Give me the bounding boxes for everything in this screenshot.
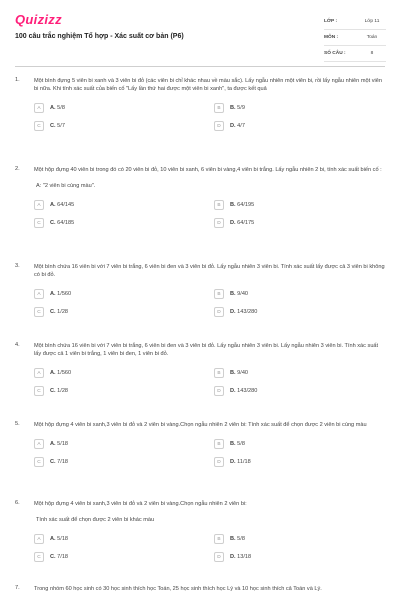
- question-number: 7.: [15, 585, 20, 591]
- meta-value: Lớp 11: [364, 19, 380, 24]
- option-value: 5/8: [237, 536, 245, 542]
- question-number: 1.: [15, 77, 20, 83]
- worksheet-meta: [324, 14, 386, 62]
- answer-options: [34, 288, 385, 318]
- question-item: [15, 585, 385, 593]
- option-letter-box[interactable]: B: [214, 534, 224, 544]
- question-text: Một hộp đựng 4 viên bi xanh,3 viên bi đỏ và 2 viên bi vàng.Chọn ngẫu nhiên 2 viên bi: Tính xác suất để chọn được 2 viên bi cùng màu: [34, 422, 367, 428]
- option-label: A.: [50, 441, 56, 447]
- option-value: 5/9: [237, 105, 245, 111]
- option-label: B.: [230, 370, 236, 376]
- option-label: B.: [230, 291, 236, 297]
- answer-option-b[interactable]: [214, 288, 394, 300]
- option-text: [230, 123, 245, 129]
- option-label: A.: [50, 536, 56, 542]
- option-text: [50, 536, 68, 542]
- option-value: 9/40: [237, 370, 249, 376]
- answer-option-a[interactable]: [34, 199, 214, 211]
- option-label: A.: [50, 202, 56, 208]
- answer-option-a[interactable]: [34, 288, 214, 300]
- option-text: [50, 220, 74, 226]
- answer-option-d[interactable]: [214, 306, 394, 318]
- option-letter-box[interactable]: A: [34, 439, 44, 449]
- question-subtext: Tính xác suất để chọn được 2 viên bi khác màu: [36, 517, 155, 523]
- option-letter-box[interactable]: D: [214, 307, 224, 317]
- option-label: D.: [230, 388, 236, 394]
- option-text: [230, 459, 251, 465]
- option-label: A.: [50, 370, 56, 376]
- option-value: 7/18: [57, 459, 69, 465]
- option-letter-box[interactable]: B: [214, 200, 224, 210]
- meta-label: SỐ CÂU :: [324, 51, 346, 56]
- option-letter-box[interactable]: D: [214, 121, 224, 131]
- option-letter-box[interactable]: A: [34, 103, 44, 113]
- option-label: A.: [50, 291, 56, 297]
- option-letter-box[interactable]: B: [214, 368, 224, 378]
- meta-value: Toán: [366, 35, 378, 40]
- answer-option-a[interactable]: [34, 102, 214, 114]
- option-label: D.: [230, 220, 236, 226]
- answer-option-d[interactable]: [214, 217, 394, 229]
- option-label: D.: [230, 123, 236, 129]
- option-text: [50, 309, 68, 315]
- option-label: B.: [230, 441, 236, 447]
- answer-option-c[interactable]: [34, 306, 214, 318]
- question-item: [15, 263, 385, 318]
- option-value: 5/7: [57, 123, 65, 129]
- option-text: [230, 202, 254, 208]
- option-text: [50, 202, 74, 208]
- option-letter-box[interactable]: D: [214, 218, 224, 228]
- option-value: 64/175: [237, 220, 255, 226]
- answer-options: [34, 102, 385, 132]
- option-letter-box[interactable]: A: [34, 289, 44, 299]
- option-text: [230, 536, 245, 542]
- option-value: 13/18: [237, 554, 252, 560]
- option-letter-box[interactable]: C: [34, 386, 44, 396]
- option-value: 143/280: [237, 309, 258, 315]
- option-value: 143/280: [237, 388, 258, 394]
- meta-row-subject: [324, 30, 386, 46]
- answer-option-b[interactable]: [214, 102, 394, 114]
- option-text: [50, 388, 68, 394]
- option-letter-box[interactable]: A: [34, 200, 44, 210]
- option-letter-box[interactable]: C: [34, 457, 44, 467]
- option-text: [230, 441, 245, 447]
- option-letter-box[interactable]: B: [214, 289, 224, 299]
- option-letter-box[interactable]: D: [214, 386, 224, 396]
- option-label: C.: [50, 309, 56, 315]
- option-text: [230, 388, 257, 394]
- option-value: 1/560: [57, 291, 72, 297]
- option-letter-box[interactable]: C: [34, 218, 44, 228]
- answer-option-c[interactable]: [34, 551, 214, 563]
- answer-option-d[interactable]: [214, 120, 394, 132]
- option-text: [50, 291, 71, 297]
- question-number: 4.: [15, 342, 20, 348]
- option-value: 5/18: [57, 441, 69, 447]
- meta-label: MÔN :: [324, 35, 339, 40]
- option-value: 7/18: [57, 554, 69, 560]
- option-label: C.: [50, 220, 56, 226]
- option-value: 11/18: [237, 459, 251, 465]
- question-number: 5.: [15, 421, 20, 427]
- option-label: D.: [230, 554, 236, 560]
- option-label: D.: [230, 459, 236, 465]
- question-text: Một bình chứa 16 viên bi với 7 viên bi trắng, 6 viên bi đen và 3 viên bi đỏ. Lấy ngẫu nhiên 3 viên bi. Lấy ngẫu nhiên 3 viên bi. Tính xác suất lấy được cả 1 viên bi trắng, 1 viên bi đen, 1 viên bi đỏ.: [34, 343, 379, 357]
- option-text: [50, 441, 68, 447]
- answer-option-d[interactable]: [214, 551, 394, 563]
- answer-option-d[interactable]: [214, 385, 394, 397]
- option-text: [230, 291, 248, 297]
- option-text: [230, 309, 257, 315]
- option-label: C.: [50, 388, 56, 394]
- header-divider: [15, 66, 385, 67]
- answer-option-c[interactable]: [34, 385, 214, 397]
- question-text: Một hộp đựng 40 viên bi trong đó có 20 viên bi đỏ, 10 viên bi xanh, 6 viên bi vàng,4 viên bi trắng. Lấy ngẫu nhiên 2 bi, tính xác suất biến cố :: [34, 167, 382, 173]
- question-text: Một bình đựng 5 viên bi xanh và 3 viên bi đỏ (các viên bi chỉ khác nhau về màu sắc). Lấy ngẫu nhiên một viên bi, rồi lấy ngẫu nhiên một viên bi nữa. Khi tính xác suất của biến cố "Lấy lần thứ hai được một viên bi xanh", ta được kết quả: [34, 78, 382, 92]
- option-label: C.: [50, 554, 56, 560]
- worksheet-title: 100 câu trắc nghiệm Tổ hợp - Xác suất cơ bản (P6): [15, 33, 184, 40]
- answer-option-d[interactable]: [214, 456, 394, 468]
- answer-option-b[interactable]: [214, 533, 394, 545]
- question-subtext: A: "2 viên bi cùng màu".: [36, 183, 96, 189]
- option-value: 64/195: [237, 202, 255, 208]
- answer-option-b[interactable]: [214, 199, 394, 211]
- question-text: Trong nhóm 60 học sinh có 30 học sinh thích học Toán, 25 học sinh thích học Lý và 10 học sinh thích cả Toán và Lý.: [34, 586, 322, 592]
- question-number: 3.: [15, 263, 20, 269]
- option-value: 1/560: [57, 370, 72, 376]
- option-text: [50, 554, 68, 560]
- option-letter-box[interactable]: C: [34, 552, 44, 562]
- answer-option-a[interactable]: [34, 438, 214, 450]
- option-label: B.: [230, 202, 236, 208]
- answer-options: [34, 438, 385, 468]
- question-item: [15, 421, 385, 468]
- option-text: [230, 554, 251, 560]
- option-value: 5/18: [57, 536, 69, 542]
- option-value: 1/28: [57, 309, 69, 315]
- option-letter-box[interactable]: C: [34, 121, 44, 131]
- option-label: D.: [230, 309, 236, 315]
- question-item: [15, 342, 385, 397]
- option-value: 64/185: [57, 220, 75, 226]
- option-value: 5/8: [57, 105, 65, 111]
- question-text: Một bình chứa 16 viên bi với 7 viên bi trắng, 6 viên bi đen và 3 viên bi đỏ. Lấy ngẫu nhiên 3 viên bi. Tính xác suất lấy được cả 3 viên bi không có bi đỏ.: [34, 264, 385, 278]
- meta-row-class: [324, 14, 386, 30]
- option-letter-box[interactable]: D: [214, 552, 224, 562]
- option-value: 9/40: [237, 291, 249, 297]
- answer-options: [34, 533, 385, 563]
- option-text: [230, 220, 254, 226]
- quizizz-logo: Quizizz: [15, 12, 62, 27]
- option-letter-box[interactable]: A: [34, 534, 44, 544]
- answer-option-a[interactable]: [34, 533, 214, 545]
- option-letter-box[interactable]: D: [214, 457, 224, 467]
- question-number: 6.: [15, 500, 20, 506]
- question-item: [15, 77, 385, 132]
- meta-label: LỚP :: [324, 19, 338, 24]
- option-value: 4/7: [237, 123, 245, 129]
- answer-options: [34, 367, 385, 397]
- question-item: [15, 500, 385, 563]
- option-text: [230, 370, 248, 376]
- answer-options: [34, 199, 385, 229]
- answer-option-c[interactable]: [34, 120, 214, 132]
- option-label: C.: [50, 459, 56, 465]
- answer-option-c[interactable]: [34, 456, 214, 468]
- option-text: [230, 105, 245, 111]
- question-number: 2.: [15, 166, 20, 172]
- option-label: A.: [50, 105, 56, 111]
- answer-option-c[interactable]: [34, 217, 214, 229]
- answer-option-b[interactable]: [214, 438, 394, 450]
- option-text: [50, 105, 65, 111]
- option-value: 1/28: [57, 388, 69, 394]
- meta-value: 8: [370, 51, 374, 56]
- option-value: 5/8: [237, 441, 245, 447]
- option-letter-box[interactable]: B: [214, 103, 224, 113]
- option-label: B.: [230, 536, 236, 542]
- option-value: 64/145: [57, 202, 75, 208]
- option-label: C.: [50, 123, 56, 129]
- option-letter-box[interactable]: B: [214, 439, 224, 449]
- option-text: [50, 370, 71, 376]
- answer-option-b[interactable]: [214, 367, 394, 379]
- option-letter-box[interactable]: A: [34, 368, 44, 378]
- question-item: [15, 166, 385, 229]
- answer-option-a[interactable]: [34, 367, 214, 379]
- meta-row-count: [324, 46, 386, 62]
- option-text: [50, 123, 65, 129]
- question-text: Một hộp đựng 4 viên bi xanh,3 viên bi đỏ và 2 viên bi vàng.Chọn ngẫu nhiên 2 viên bi:: [34, 501, 247, 507]
- option-text: [50, 459, 68, 465]
- option-letter-box[interactable]: C: [34, 307, 44, 317]
- option-label: B.: [230, 105, 236, 111]
